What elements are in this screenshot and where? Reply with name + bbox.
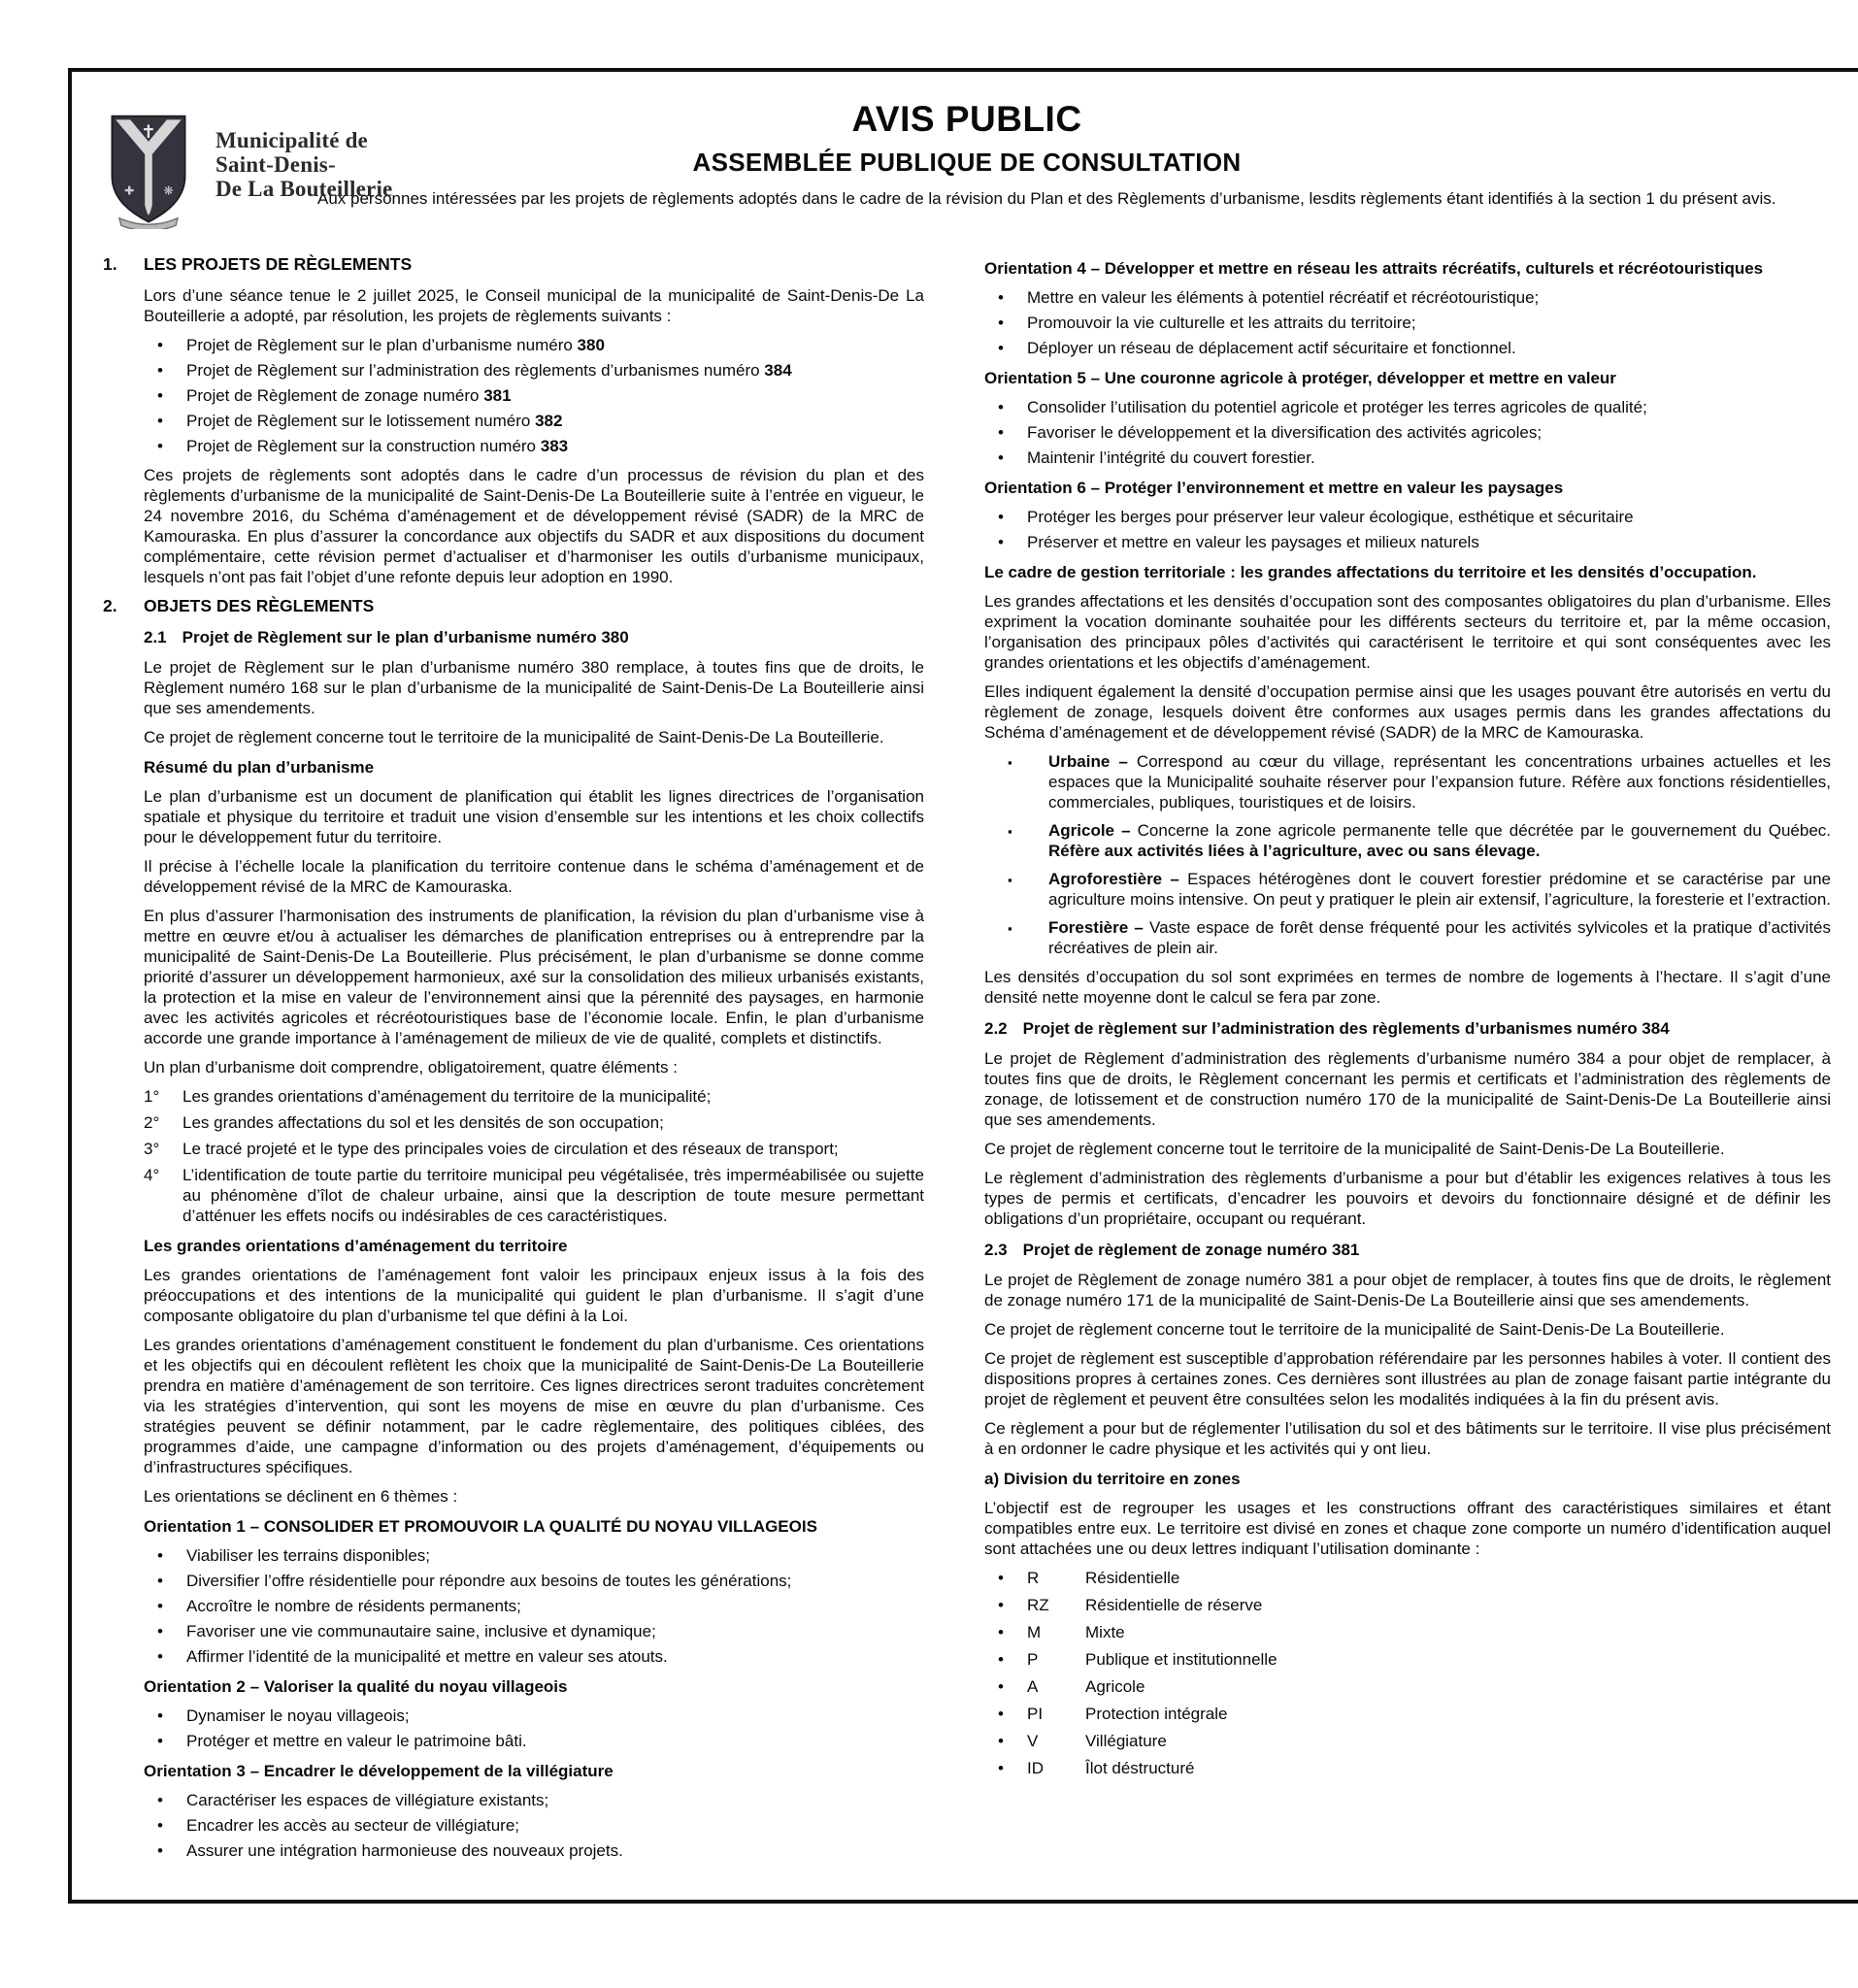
paragraph: Ce règlement a pour but de réglementer l’utilisation du sol et des bâtiments sur le territoire. Il vise plus précisément à en ordonner le cadre physique et les activités qui y ont lieu. [984,1419,1831,1458]
ordinal-list [144,1086,924,1226]
ordinal-text: Les grandes orientations d’aménagement du territoire de la municipalité; [182,1087,712,1106]
section-heading [103,254,924,275]
notice-frame [68,68,1858,1904]
bullet-icon: • [998,448,1004,467]
zone-code: M [1027,1623,1042,1641]
zone-list [984,1568,1831,1778]
zone-item [984,1649,1831,1670]
notice-intro: Aux personnes intéressées par les projets de règlements adoptés dans le cadre de la révision du Plan et des Règlements d’urbanisme, lesdits règlements étant identifiés à la section 1 du présent avis. [317,189,1776,208]
bullet-text: Projet de Règlement sur le lotissement numéro 382 [186,412,563,430]
bullet-icon: • [998,398,1004,416]
section-title: LES PROJETS DE RÈGLEMENTS [144,254,413,274]
zone-item [984,1595,1831,1615]
bullet-icon: • [157,1841,163,1860]
bullet-icon: • [998,1623,1004,1641]
bullet-text: Projet de Règlement de zonage numéro 381 [186,386,512,405]
bold-heading: Les grandes orientations d’aménagement du territoire [144,1237,568,1255]
bold-heading: Orientation 6 – Protéger l’environnement et mettre en valeur les paysages [984,479,1564,497]
paragraph: Il précise à l’échelle locale la planification du territoire contenue dans le schéma d’aménagement et de développement révisé de la MRC de Kamouraska. [144,857,924,896]
bullet-item [144,1621,924,1641]
paragraph: Les densités d’occupation du sol sont exprimées en termes de nombre de logements à l’hectare. Il s’agit d’une densité nette moyenne dont le calcul se fera par zone. [984,968,1831,1007]
svg-text:✚: ✚ [124,183,135,198]
bullet-text: Encadrer les accès au secteur de villégiature; [186,1816,520,1835]
section-number: 2. [103,596,117,615]
bullet-text: Favoriser le développement et la diversification des activités agricoles; [1027,423,1543,442]
bullet-icon: • [157,1816,163,1835]
paragraph: Le projet de Règlement de zonage numéro 381 a pour objet de remplacer, à toutes fins que de droits, le règlement de zonage numéro 171 de la municipalité de Saint-Denis-De La Bouteillerie ainsi que ses amendements. [984,1271,1831,1309]
bullet-item [144,1706,924,1726]
zone-code: RZ [1027,1596,1049,1614]
section-heading [103,596,924,616]
zone-code: ID [1027,1759,1044,1777]
subsection-number: 2.2 [984,1019,1008,1038]
right-column [984,248,1831,1870]
bullet-icon: • [998,1732,1004,1750]
bullet-item [144,1840,924,1861]
subsection-title: Projet de règlement de zonage numéro 381 [1022,1241,1360,1259]
bullet-text: Caractériser les espaces de villégiature existants; [186,1791,549,1809]
ordinal-item [144,1139,924,1159]
bullet-icon: • [998,1650,1004,1669]
subsection-number: 2.1 [144,628,167,646]
bullet-item [984,313,1831,333]
bullet-text: Projet de Règlement sur le plan d’urbanisme numéro 380 [186,336,605,354]
section-title: OBJETS DES RÈGLEMENTS [144,596,375,615]
subsection-title: Projet de Règlement sur le plan d’urbanisme numéro 380 [182,628,629,646]
bullet-item [144,1731,924,1751]
bullet-text: Assurer une intégration harmonieuse des nouveaux projets. [186,1841,623,1860]
paragraph: Le projet de Règlement sur le plan d’urbanisme numéro 380 remplace, à toutes fins que de droits, le Règlement numéro 168 sur le plan d’urbanisme de la municipalité de Saint-Denis-De La Bouteillerie ainsi que ses amendements. [144,658,924,717]
zone-code: V [1027,1732,1039,1750]
paragraph: Le plan d’urbanisme est un document de planification qui établit les lignes directrices de l’organisation spatiale et physique du territoire et traduit une vision d’ensemble sur les intentions et les choix collectifs pour le développement futur du territoire. [144,787,924,846]
bullet-item [984,447,1831,468]
bullet-icon: • [998,1705,1004,1723]
bullet-item [984,507,1831,527]
bullet-item [144,436,924,456]
bullet-icon: • [998,288,1004,307]
zone-label: Résidentielle [1085,1569,1180,1587]
zone-label: Publique et institutionnelle [1085,1650,1277,1669]
zone-label: Mixte [1085,1623,1125,1641]
paragraph: Les grandes orientations d’aménagement constituent le fondement du plan d’urbanisme. Ces orientations et les objectifs qui en découlent reflètent les choix que la municipalité de Saint-Denis-De La Bouteillerie prendra en matière d’aménagement de son territoire. Ces lignes directrices seront traduites concrètement via les stratégies d’intervention, qui sont les moyens de mise en œuvre du plan d’urbanisme. Ces stratégies peuvent se définir notamment, par le cadre règlementaire, des politiques ciblées, des programmes d’aide, une campagne d’information ou des projets d’aménagement, d’équipements ou d’infrastructures spécifiques. [144,1336,924,1476]
zone-code: P [1027,1650,1039,1669]
bullet-text: Affirmer l’identité de la municipalité et mettre en valeur ses atouts. [186,1647,668,1666]
bullet-item [144,1646,924,1667]
paragraph: Les orientations se déclinent en 6 thèmes : [144,1487,458,1506]
zone-item [984,1568,1831,1588]
zone-item [984,1676,1831,1697]
bold-heading: Orientation 3 – Encadrer le développement de la villégiature [144,1762,614,1780]
zone-code: A [1027,1677,1039,1696]
paragraph: Lors d’une séance tenue le 2 juillet 2025, le Conseil municipal de la municipalité de Saint-Denis-De La Bouteillerie a adopté, par résolution, les projets de règlements suivants : [144,286,924,325]
bold-heading: Résumé du plan d’urbanisme [144,758,375,777]
paragraph: Le règlement d’administration des règlements d’urbanisme a pour but d’établir les exigences relatives à tous les types de permis et certificats, d’encadrer les pouvoirs et devoirs du fonctionnaire désigné et de définir les obligations d’un propriétaire, occupant ou requérant. [984,1169,1831,1228]
bullet-text: Promouvoir la vie culturelle et les attraits du territoire; [1027,314,1416,332]
bullet-icon: • [157,1597,163,1615]
bullet-item [984,422,1831,443]
ordinal-text: L’identification de toute partie du territoire municipal peu végétalisée, très imperméabilisée ou sujette au phénomène d’îlot de chaleur urbaine, ainsi que la description de toute mesure permettant d’atténuer les effets nocifs ou indésirables de ces caractéristiques. [182,1166,924,1225]
bold-heading: Orientation 4 – Développer et mettre en réseau les attraits récréatifs, culturels et récréotouristiques [984,259,1764,278]
paragraph: Le projet de Règlement d’administration des règlements d’urbanisme numéro 384 a pour objet de remplacer, à toutes fins que de droits, le Règlement concernant les permis et certificats et l’administration des règlements de zonage, de lotissement et de construction numéro 170 de la municipalité de Saint-Denis-De La Bouteillerie ainsi que ses amendements. [984,1049,1831,1129]
affectation-list [984,751,1831,958]
bullet-text: Protéger les berges pour préserver leur valeur écologique, esthétique et sécuritaire [1027,508,1634,526]
subsection-heading [984,1018,1831,1039]
bullet-icon: • [157,437,163,455]
ordinal-text: Le tracé projeté et le type des principales voies de circulation et des réseaux de transport; [182,1140,839,1158]
bold-heading: Orientation 2 – Valoriser la qualité du noyau villageois [144,1677,568,1696]
bullet-list [984,507,1831,552]
bullet-item [144,1545,924,1566]
square-bullet-icon: ▪ [1008,755,1012,770]
subsection-number: 2.3 [984,1241,1008,1259]
bullet-icon: • [157,1791,163,1809]
municipality-name [216,111,392,201]
bullet-icon: • [998,339,1004,357]
bullet-item [984,338,1831,358]
paragraph: Les grandes affectations et les densités d’occupation sont des composantes obligatoires du plan d’urbanisme. Elles expriment la vocation dominante souhaitée pour les différents secteurs du territoire et, par la même occasion, l’organisation des principaux pôles d’activités qui caractérisent le territoire et qui sont conséquentes avec les grandes orientations et les objectifs d’aménagement. [984,592,1831,672]
subsection-title: Projet de règlement sur l’administration des règlements d’urbanismes numéro 384 [1022,1019,1670,1038]
bullet-item [984,532,1831,552]
affectation-item [984,869,1831,910]
bullet-icon: • [998,1569,1004,1587]
municipality-name-line2: Saint-Denis- [216,152,336,177]
zone-item [984,1731,1831,1751]
municipality-name-line1: Municipalité de [216,128,368,152]
ordinal-text: Les grandes affectations du sol et les densités de son occupation; [182,1113,664,1132]
affectation-item [984,917,1831,958]
paragraph: Ce projet de règlement concerne tout le territoire de la municipalité de Saint-Denis-De La Bouteillerie. [144,728,884,746]
bullet-text: Accroître le nombre de résidents permanents; [186,1597,521,1615]
paragraph: Les grandes orientations de l’aménagement font valoir les principaux enjeux issus à la fois des préoccupations et des intentions de la municipalité qui guident le plan d’urbanisme. Il s’agit d’une composante obligatoire du plan d’urbanisme tel que défini à la Loi. [144,1266,924,1325]
bullet-item [144,1596,924,1616]
bullet-item [984,397,1831,417]
square-bullet-icon: ▪ [1008,873,1012,887]
bullet-item [144,1815,924,1836]
zone-item [984,1704,1831,1724]
square-bullet-icon: ▪ [1008,824,1012,839]
bullet-item [144,411,924,431]
bullet-list [984,397,1831,468]
section-number: 1. [103,254,117,274]
zone-label: Villégiature [1085,1732,1167,1750]
subsection-heading [984,1240,1831,1260]
bullet-icon: • [998,423,1004,442]
affectation-item [984,820,1831,861]
ordinal-marker: 2° [144,1113,160,1132]
bullet-icon: • [998,1759,1004,1777]
paragraph: Un plan d’urbanisme doit comprendre, obligatoirement, quatre éléments : [144,1058,678,1077]
zone-code: R [1027,1569,1040,1587]
bullet-icon: • [157,1706,163,1725]
ordinal-marker: 1° [144,1087,160,1106]
zone-label: Îlot déstructuré [1085,1759,1195,1777]
notice-title: AVIS PUBLIC [851,99,1082,139]
bullet-text: Déployer un réseau de déplacement actif sécuritaire et fonctionnel. [1027,339,1516,357]
bullet-icon: • [998,1677,1004,1696]
bullet-text: Protéger et mettre en valeur le patrimoine bâti. [186,1732,527,1750]
bullet-text: Projet de Règlement sur l’administration des règlements d’urbanismes numéro 384 [186,361,792,380]
affectation-text: Forestière – Vaste espace de forêt dense fréquenté pour les activités sylvicoles et la pratique d’activités récréatives de plein air. [1048,918,1831,957]
ordinal-marker: 3° [144,1140,160,1158]
bullet-item [144,385,924,406]
bullet-icon: • [157,412,163,430]
bullet-text: Favoriser une vie communautaire saine, inclusive et dynamique; [186,1622,656,1640]
bullet-item [144,335,924,355]
bold-heading: a) Division du territoire en zones [984,1470,1241,1488]
svg-text:❋: ❋ [163,183,174,198]
paragraph: En plus d’assurer l’harmonisation des instruments de planification, la révision du plan d’urbanisme vise à mettre en œuvre et/ou à actualiser les démarches de planification entreprises ou à entreprendre par la municipalité de Saint-Denis-De La Bouteillerie. Plus précisément, le plan d’urbanisme se donne comme priorité d’assurer un développement harmonieux, axé sur la consolidation des milieux urbanisés existants, la protection et la mise en valeur de l’environnement ainsi que la pérennité des paysages, en harmonie avec les activités agricoles et récréotouristiques base de l’économie locale. Enfin, le plan d’urbanisme accorde une grande importance à l’aménagement de milieux de vie de qualité, complets et distinctifs. [144,907,924,1047]
affectation-text: Urbaine – Correspond au cœur du village, représentant les concentrations urbaines actuelles et les espaces que la Municipalité souhaite réserver pour l’expansion future. Réfère aux fonctions résidentielles, commerciales, publiques, touristiques et de loisirs. [1048,752,1831,812]
paragraph: Ce projet de règlement est susceptible d’approbation référendaire par les personnes habiles à voter. Il contient des dispositions propres à certaines zones. Ces dernières sont illustrées au plan de zonage faisant partie intégrante du projet de règlement et peuvent être consultées selon les modalités indiquées à la fin du présent avis. [984,1349,1831,1408]
zone-code: PI [1027,1705,1044,1723]
bullet-list [144,1545,924,1667]
paragraph: L’objectif est de regrouper les usages et les constructions offrant des caractéristiques similaires et étant compatibles entre eux. Le territoire est divisé en zones et chaque zone comporte un numéro d’identification auquel sont attachées une ou deux lettres indiquant l’utilisation dominante : [984,1499,1831,1558]
zone-item [984,1758,1831,1778]
affectation-text: Agricole – Concerne la zone agricole permanente telle que décrétée par le gouvernement du Québec. Réfère aux activités liées à l’agriculture, avec ou sans élevage. [1048,821,1831,860]
notice-header [103,99,1831,243]
bullet-text: Maintenir l’intégrité du couvert forestier. [1027,448,1315,467]
notice-columns [103,248,1831,1870]
bullet-text: Viabiliser les terrains disponibles; [186,1546,431,1565]
bullet-text: Préserver et mettre en valeur les paysages et milieux naturels [1027,533,1479,551]
bullet-text: Projet de Règlement sur la construction numéro 383 [186,437,569,455]
zone-item [984,1622,1831,1642]
bullet-icon: • [157,1647,163,1666]
bullet-item [144,1571,924,1591]
municipality-name-line3: De La Bouteillerie [216,177,393,201]
bullet-list [144,335,924,456]
affectation-item [984,751,1831,812]
bullet-icon: • [157,1732,163,1750]
paragraph: Ces projets de règlements sont adoptés dans le cadre d’un processus de révision du plan et des règlements d’urbanisme de la municipalité de Saint-Denis-De La Bouteillerie suite à l’entrée en vigueur, le 24 novembre 2016, du Schéma d’aménagement et de développement révisé (SADR) de la MRC de Kamouraska. En plus d’assurer la concordance aux objectifs du SADR et aux dispositions du document complémentaire, cette révision permet d’actualiser et d’harmoniser les outils d’urbanisme municipaux, lesquels n’ont pas fait l’objet d’une refonte depuis leur adoption en 1990. [144,466,924,586]
municipality-logo [103,111,392,234]
paragraph: Elles indiquent également la densité d’occupation permise ainsi que les usages pouvant être autorisés en vertu du règlement de zonage, lesquels doivent être conformes aux usages permis dans les grandes affectations du Schéma d’aménagement et de développement révisé (SADR) de la MRC de Kamouraska. [984,682,1831,742]
bullet-item [144,360,924,381]
municipal-coat-of-arms-icon [103,111,194,234]
bullet-icon: • [157,1572,163,1590]
bullet-text: Mettre en valeur les éléments à potentiel récréatif et récréotouristique; [1027,288,1540,307]
notice-subtitle: ASSEMBLÉE PUBLIQUE DE CONSULTATION [692,148,1242,177]
bold-heading: Orientation 5 – Une couronne agricole à protéger, développer et mettre en valeur [984,369,1616,387]
paragraph: Ce projet de règlement concerne tout le territoire de la municipalité de Saint-Denis-De La Bouteillerie. [984,1320,1725,1339]
bullet-list [984,287,1831,358]
bullet-icon: • [998,508,1004,526]
ordinal-item [144,1112,924,1133]
bullet-item [984,287,1831,308]
bullet-icon: • [998,1596,1004,1614]
svg-text:✝: ✝ [141,122,156,144]
bullet-item [144,1790,924,1810]
subsection-heading [144,627,924,647]
bullet-icon: • [998,533,1004,551]
bullet-text: Consolider l’utilisation du potentiel agricole et protéger les terres agricoles de qualité; [1027,398,1647,416]
square-bullet-icon: ▪ [1008,921,1012,936]
bullet-icon: • [157,361,163,380]
ordinal-marker: 4° [144,1166,160,1184]
zone-label: Résidentielle de réserve [1085,1596,1263,1614]
ordinal-item [144,1086,924,1107]
zone-label: Agricole [1085,1677,1145,1696]
bullet-list [144,1706,924,1751]
left-column [103,248,924,1870]
bullet-icon: • [157,1546,163,1565]
zone-label: Protection intégrale [1085,1705,1228,1723]
bold-heading: Orientation 1 – CONSOLIDER ET PROMOUVOIR LA QUALITÉ DU NOYAU VILLAGEOIS [144,1517,817,1536]
bold-heading: Le cadre de gestion territoriale : les grandes affectations du territoire et les densités d’occupation. [984,563,1757,581]
bullet-text: Diversifier l’offre résidentielle pour répondre aux besoins de toutes les générations; [186,1572,792,1590]
paragraph: Ce projet de règlement concerne tout le territoire de la municipalité de Saint-Denis-De La Bouteillerie. [984,1140,1725,1158]
bullet-list [144,1790,924,1861]
bullet-icon: • [157,336,163,354]
bullet-icon: • [998,314,1004,332]
bullet-text: Dynamiser le noyau villageois; [186,1706,410,1725]
ordinal-item [144,1165,924,1226]
bullet-icon: • [157,386,163,405]
affectation-text: Agroforestière – Espaces hétérogènes dont le couvert forestier prédomine et se caractérise par une agriculture moins intensive. On peut y pratiquer le plein air extensif, l’agriculture, la foresterie et l’extraction. [1048,870,1831,909]
bullet-icon: • [157,1622,163,1640]
